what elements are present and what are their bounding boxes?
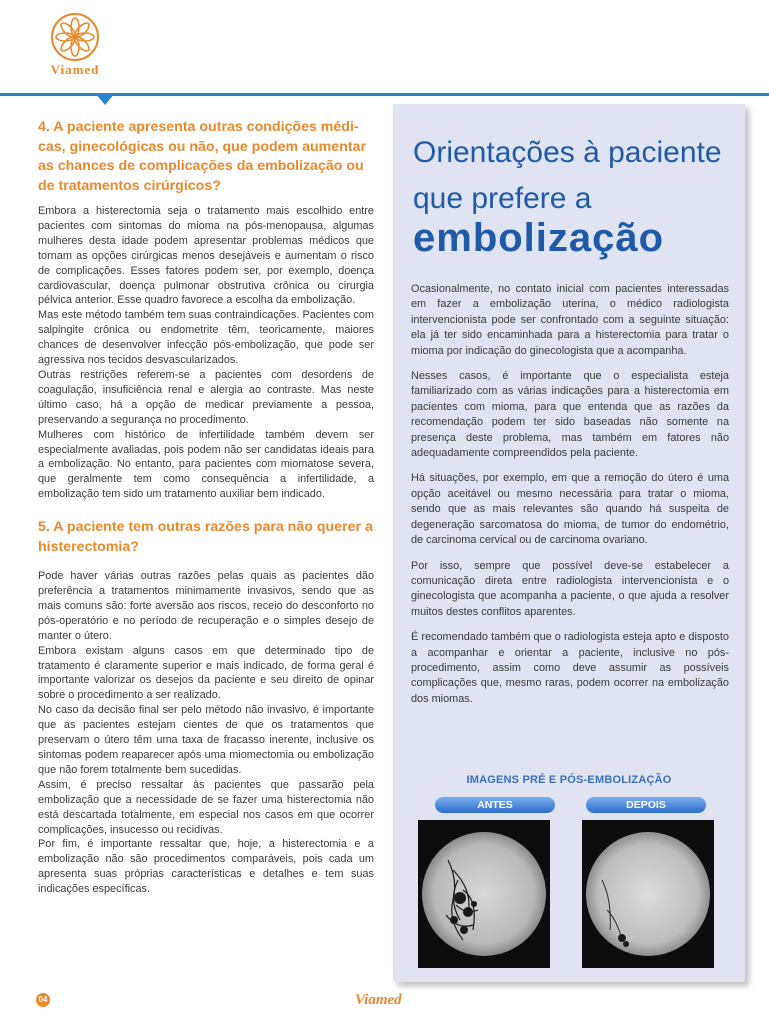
before-xray-image [418,820,550,968]
section-5-paragraph: Embora existam alguns casos em que determinado tipo de tratamento é claramente superior e mais indicado, de forma geral é importante valorizar os desejos da paciente e seu direito de opinar sobre o procedimento a ser realizado. [38,644,374,702]
box-title: Orientações à paciente que prefere a [413,136,722,215]
page-number: 04 [36,993,50,1007]
box-paragraph: Há situações, por exemplo, em que a remoção do útero é uma opção aceitável ou mesmo necessária para tratar o mioma, sendo que as mais relevantes são quando há suspeita de degeneração sarcomatosa do mioma, de tumor do endométrio, de carcinoma cervical ou de carcinoma ovariano. [411,472,729,547]
left-column [38,118,374,897]
section-5-paragraph: Pode haver várias outras razões pelas quais as pacientes dão preferência a tratamentos minimamente invasivos, sendo que as mais comuns são: forte aversão aos riscos, receio do desconforto no pós-operatório e no período de recuperação e o simples desejo de manter o útero. [38,570,374,642]
section-4-paragraph: Mas este método também tem suas contraindicações. Pacientes com salpingite crônica ou endometrite têm, teoricamente, maiores chances de desenvolver infecção pós-embolização, que pode ser agressiva nos tecidos desvascularizados. [38,309,374,367]
section-5-title: 5. A paciente tem outras razões para não querer a histerectomia? [38,519,373,555]
after-label: DEPOIS [586,797,706,813]
section-4-paragraph: Outras restrições referem-se a pacientes com desordens de coagulação, insuficiência renal e alergia ao contraste. Mas neste último caso, há a opção de medicar previamente a pessoa, preservando a segurança no procedimento. [38,368,374,426]
footer-brand: Viamed [355,992,402,1008]
section-4-paragraph: Mulheres com histórico de infertilidade também devem ser especialmente avaliadas, pois podem não ser candidatas ideais para a embolização. No entanto, para pacientes com miomatose severa, que geralmente tem como consequência a infertilidade, a embolização tem sido um tratamento auxiliar bem indicado. [38,428,374,501]
header-notch [95,93,115,105]
images-title: IMAGENS PRÉ E PÓS-EMBOLIZAÇÃO [466,774,672,786]
before-label: ANTES [435,797,555,813]
section-5-paragraph: Por fim, é importante ressaltar que, hoje, a histerectomia e a embolização não são procedimentos comparáveis, pois cada um apresenta suas próprias características e detalhes e tem suas indicações específicas. [38,838,374,896]
sidebar-box [393,104,745,982]
header-rule [0,93,769,96]
viamed-flower-logo-icon [50,12,100,62]
section-4-paragraph: Embora a histerectomia seja o tratamento mais escolhido entre pacientes com sintomas do mioma na pós-menopausa, algumas mulheres desta idade podem apresentar problemas médicos que tornam as opções cirúrgicas menos desejáveis e aumentam o risco de complicações. Esses fatores podem ser, por exemplo, doença cardiovascular, doença pulmonar obstrutiva crônica ou cirurgia pélvica anterior. Esse quadro favorece a escolha da embolização. [38,205,374,307]
box-paragraph: Ocasionalmente, no contato inicial com pacientes interessadas em fazer a embolização uterina, o médico radiologista intervencionista pode ser confrontado com a seguinte situação: ela já ter sido encaminhada para a histerectomia para tratar o mioma por indicação do ginecologista que a acompanha. [411,283,729,357]
box-title-highlight: embolização [413,216,665,260]
box-paragraph: Por isso, sempre que possível deve-se estabelecer a comunicação direta entre radiologista intervencionista e o ginecologista que acompanha a paciente, o que ajuda a resolver muitos destes conflitos aparentes. [411,559,729,618]
box-text [411,282,729,717]
brand-logo [44,12,104,80]
box-paragraph: É recomendado também que o radiologista esteja apto e disposto a acompanhar e orientar a paciente, inclusive no pós-procedimento, assim como deve assumir as possíveis complicações que, mesmo raras, podem ocorrer na embolização dos miomas. [411,631,729,705]
after-xray-image [582,820,714,968]
section-5-paragraph: No caso da decisão final ser pelo método não invasivo, é importante que as pacientes estejam cientes de que os tratamentos que preservam o útero têm uma taxa de fracasso inerente, inclusive os sintomas podem reaparecer após uma miomectomia ou embolização que não forem totalmente bem sucedidas. [38,704,374,776]
box-paragraph: Nesses casos, é importante que o especialista esteja familiarizado com as várias indicações para a histerectomia em pacientes com mioma, para que entenda que as razões da recomendação podem ter sido baseadas não somente na presença deste problema, mas também em fatores não adequadamente compreendidos pela paciente. [411,370,729,460]
section-4-title: 4. A paciente apresenta outras condições médi-cas, ginecológicas ou não, que podem aumentar as chances de complicações da embolização ou de tratamentos cirúrgicos? [38,119,366,194]
brand-name: Viamed [50,62,100,77]
section-5-paragraph: Assim, é preciso ressaltar às pacientes que passarão pela embolização que a necessidade de se fazer uma histerectomia não está descartada totalmente, em especial nos casos em que ocorrer complicações, insucesso ou recidivas. [38,778,374,836]
